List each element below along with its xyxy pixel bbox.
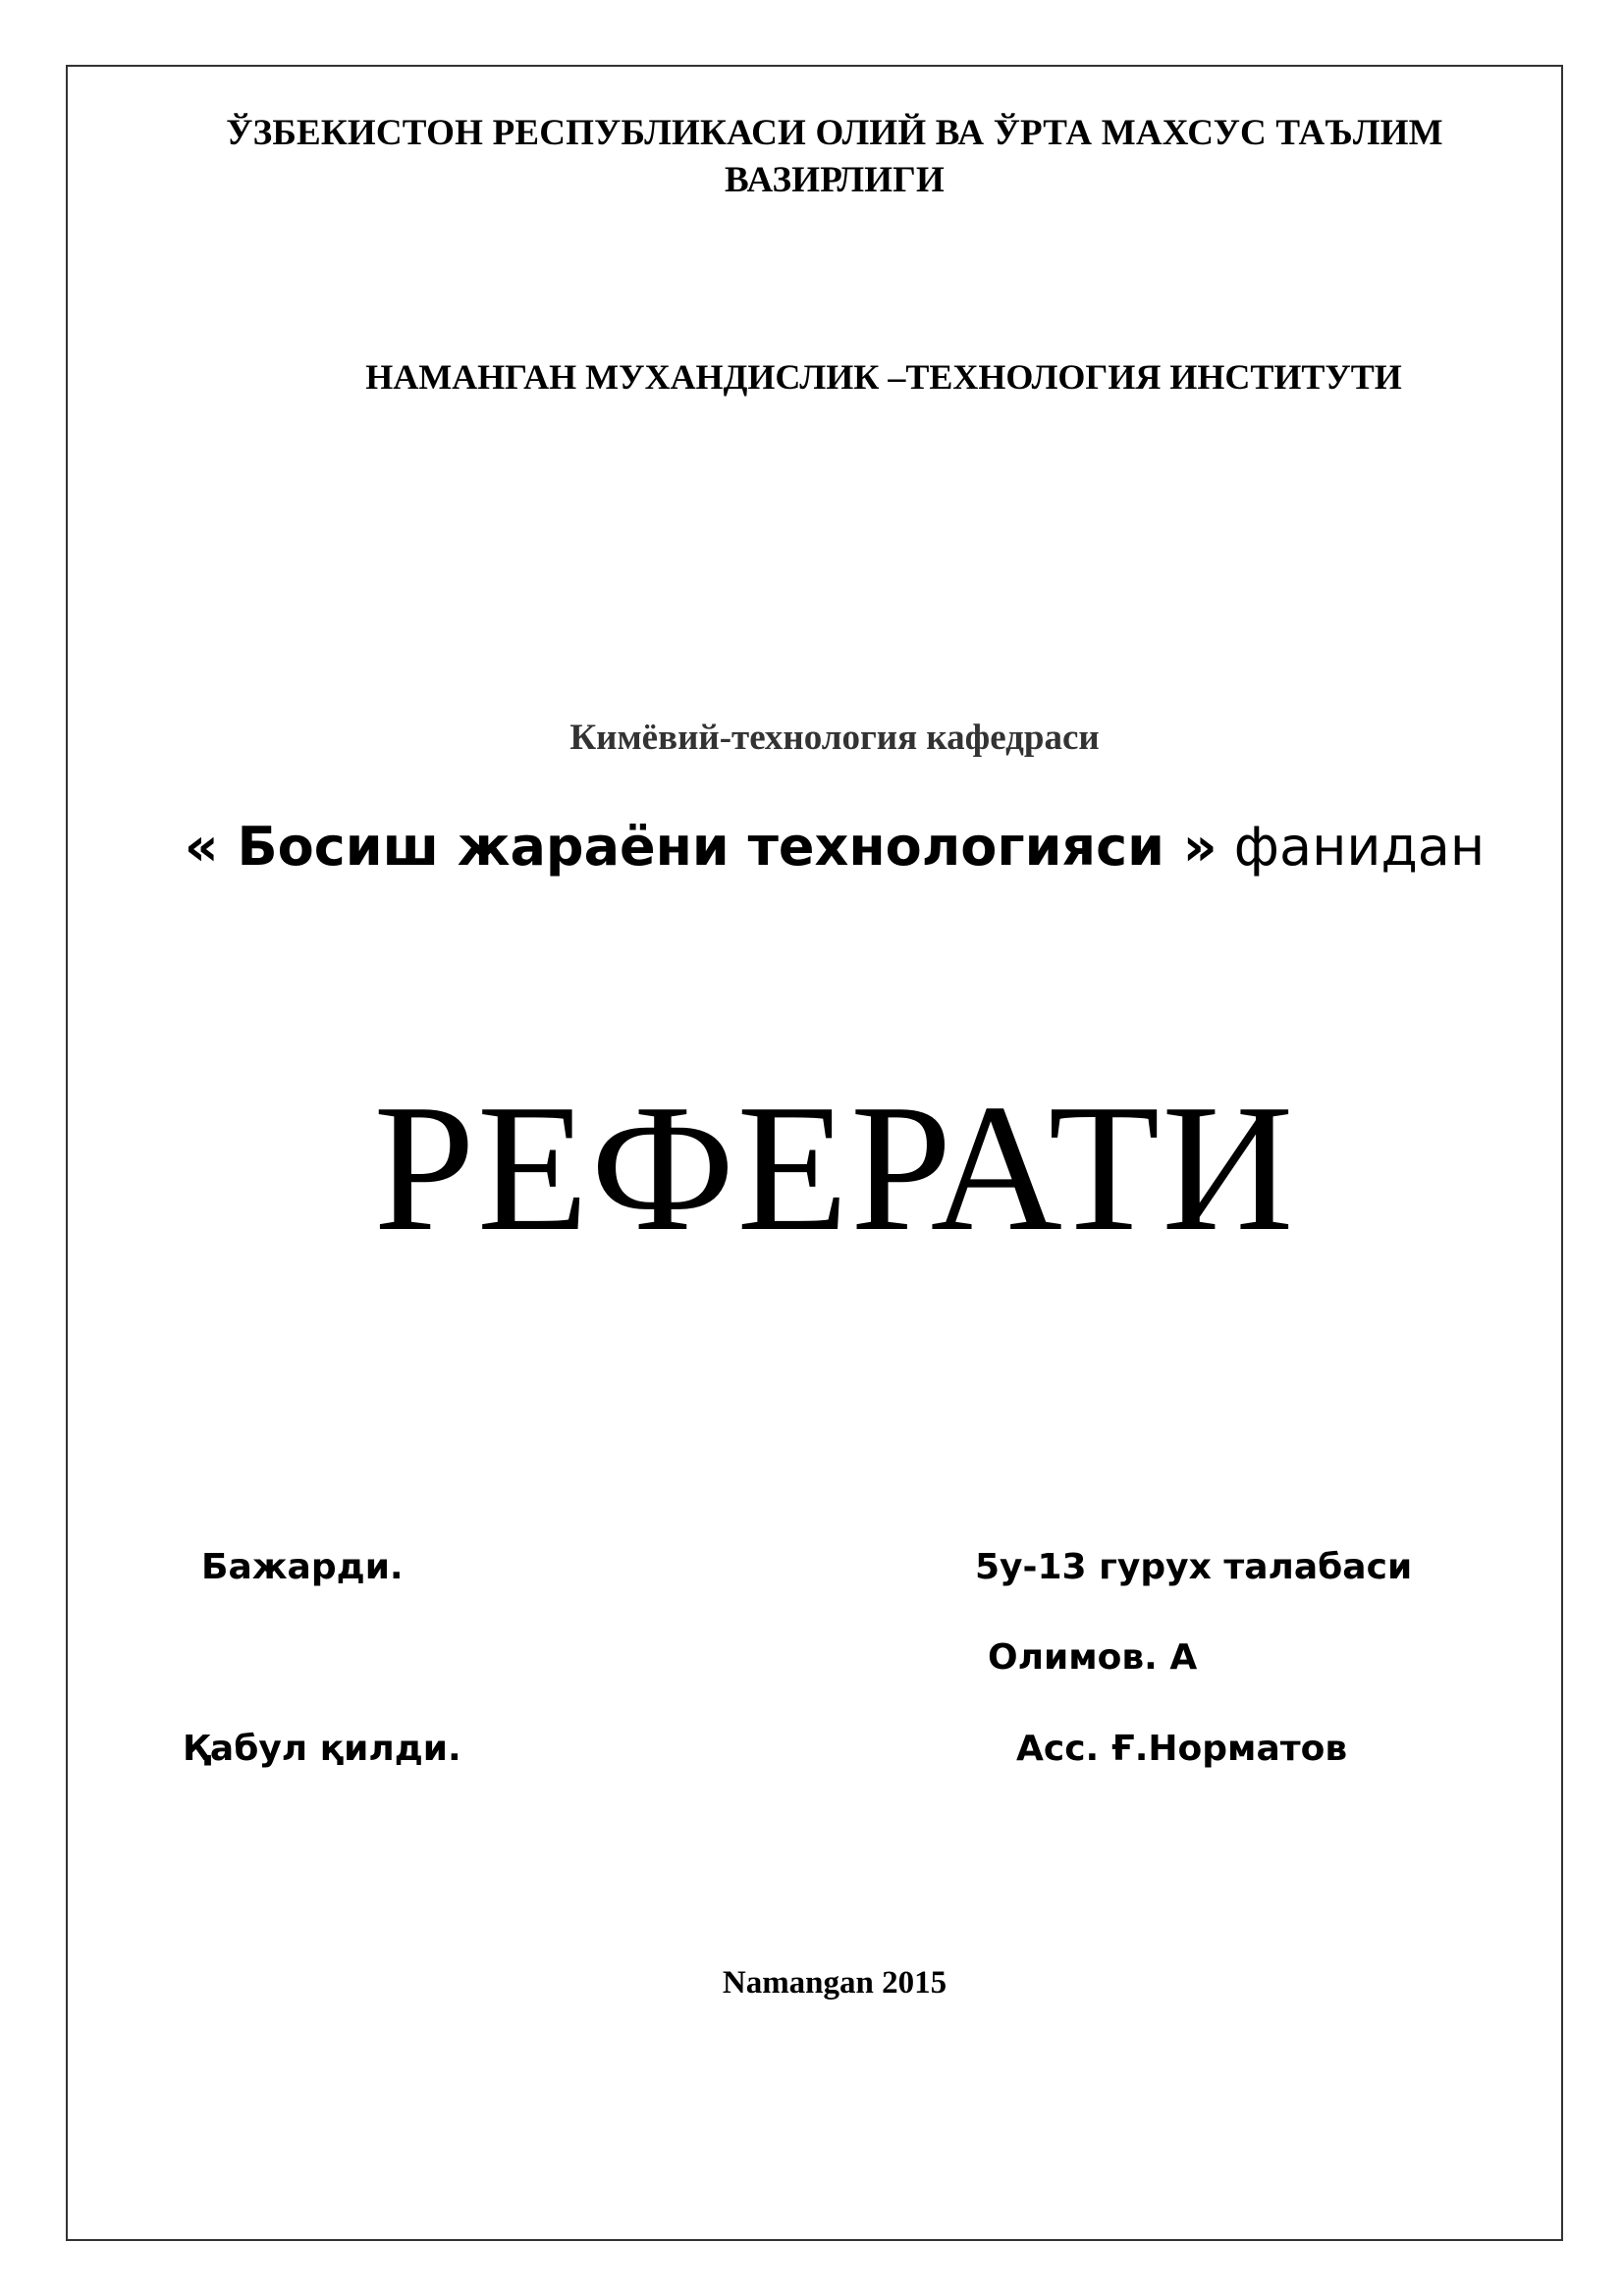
supervisor-name: Асс. Ғ.Норматов xyxy=(1016,1729,1348,1769)
ministry-heading-line-2: ВАЗИРЛИГИ xyxy=(725,160,945,200)
ministry-heading xyxy=(118,110,1551,204)
accepted-by-label: Қабул қилди. xyxy=(183,1729,461,1769)
performed-by-label: Бажарди. xyxy=(201,1547,404,1587)
department-name: Кимёвий-технология кафедраси xyxy=(569,718,1100,758)
subject-title: « Босиш жараёни технологияси » xyxy=(184,816,1217,878)
subject-line xyxy=(118,815,1551,880)
subject-suffix: фанидан xyxy=(1217,816,1486,878)
student-name: Олимов. А xyxy=(988,1637,1198,1678)
student-group: 5у-13 гурух талабаси xyxy=(975,1547,1413,1587)
city-year: Namangan 2015 xyxy=(722,1965,947,2001)
ministry-heading-line-1: ЎЗБЕКИСТОН РЕСПУБЛИКАСИ ОЛИЙ ВА ЎРТА МАХСУС ТАЪЛИМ xyxy=(226,113,1443,153)
institute-name: НАМАНГАН МУХАНДИСЛИК –ТЕХНОЛОГИЯ ИНСТИТУТИ xyxy=(365,357,1402,397)
document-title: РЕФЕРАТИ xyxy=(373,1067,1296,1269)
